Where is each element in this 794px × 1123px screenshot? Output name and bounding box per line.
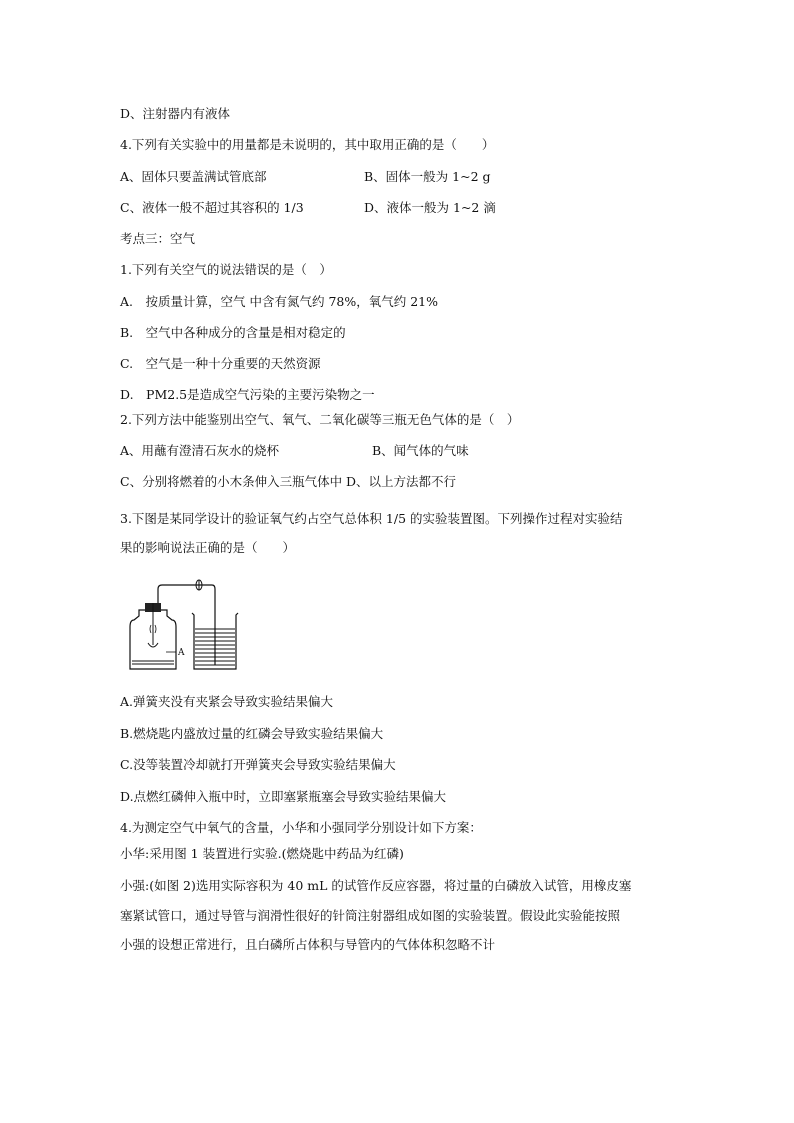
s3-q2-option-b: B、闻气体的气味	[372, 443, 469, 458]
s3-q4-xiaoqiang-line2: 塞紧试管口，通过导管与润滑性很好的针筒注射器组成如图的实验装置。假设此实验能按照	[120, 908, 621, 923]
s3-q1-stem: 1.下列有关空气的说法错误的是（ ）	[120, 262, 332, 277]
s3-q1-option-a: A. 按质量计算，空气 中含有氮气约 78%，氧气约 21%	[120, 294, 438, 309]
s3-q3-option-c: C.没等装置冷却就打开弹簧夹会导致实验结果偏大	[120, 757, 396, 772]
s3-q4-xiaohua: 小华:采用图 1 装置进行实验.(燃烧匙中药品为红磷)	[120, 846, 404, 861]
s3-q3-option-a: A.弹簧夹没有夹紧会导致实验结果偏大	[120, 694, 334, 709]
s3-q2-options-c-d: C、分别将燃着的小木条伸入三瓶气体中 D、以上方法都不行	[120, 474, 457, 489]
s3-q1-option-b: B. 空气中各种成分的含量是相对稳定的	[120, 325, 346, 340]
section-title: 考点三：空气	[120, 231, 196, 246]
s3-q2-stem: 2.下列方法中能鉴别出空气、氧气、二氧化碳等三瓶无色气体的是（ ）	[120, 412, 520, 427]
q4-option-b: B、固体一般为 1~2 g	[364, 169, 491, 184]
prev-question-option-d: D、注射器内有液体	[120, 106, 231, 121]
s3-q3-stem-line1: 3.下图是某同学设计的验证氧气约占空气总体积 1/5 的实验装置图。下列操作过程对实验结	[120, 511, 623, 526]
s3-q4-xiaoqiang-line1: 小强:(如图 2)选用实际容积为 40 mL 的试管作反应容器，将过量的白磷放入试管，用橡皮塞	[120, 878, 632, 893]
s3-q3-option-d: D.点燃红磷伸入瓶中时，立即塞紧瓶塞会导致实验结果偏大	[120, 789, 447, 804]
q4-option-a: A、固体只要盖满试管底部	[120, 169, 267, 184]
q4-stem: 4.下列有关实验中的用量都是未说明的，其中取用正确的是（ ）	[120, 137, 495, 152]
s3-q3-option-b: B.燃烧匙内盛放过量的红磷会导致实验结果偏大	[120, 726, 384, 741]
s3-q3-stem-line2: 果的影响说法正确的是（ ）	[120, 540, 296, 555]
s3-q4-stem: 4.为测定空气中氧气的含量，小华和小强同学分别设计如下方案：	[120, 820, 482, 835]
apparatus-diagram	[120, 577, 240, 675]
s3-q4-xiaoqiang-line3: 小强的设想正常进行，且白磷所占体积与导管内的气体体积忽略不计	[120, 937, 496, 952]
q4-option-c: C、液体一般不超过其容积的 1/3	[120, 200, 304, 215]
s3-q1-option-d: D. PM2.5是造成空气污染的主要污染物之一	[120, 387, 375, 402]
bottle-water	[132, 661, 174, 664]
s3-q1-option-c: C. 空气是一种十分重要的天然资源	[120, 356, 321, 371]
q4-option-d: D、液体一般为 1~2 滴	[364, 200, 496, 215]
s3-q2-option-a: A、用蘸有澄清石灰水的烧杯	[120, 443, 280, 458]
figure-label-a: A	[178, 648, 185, 658]
